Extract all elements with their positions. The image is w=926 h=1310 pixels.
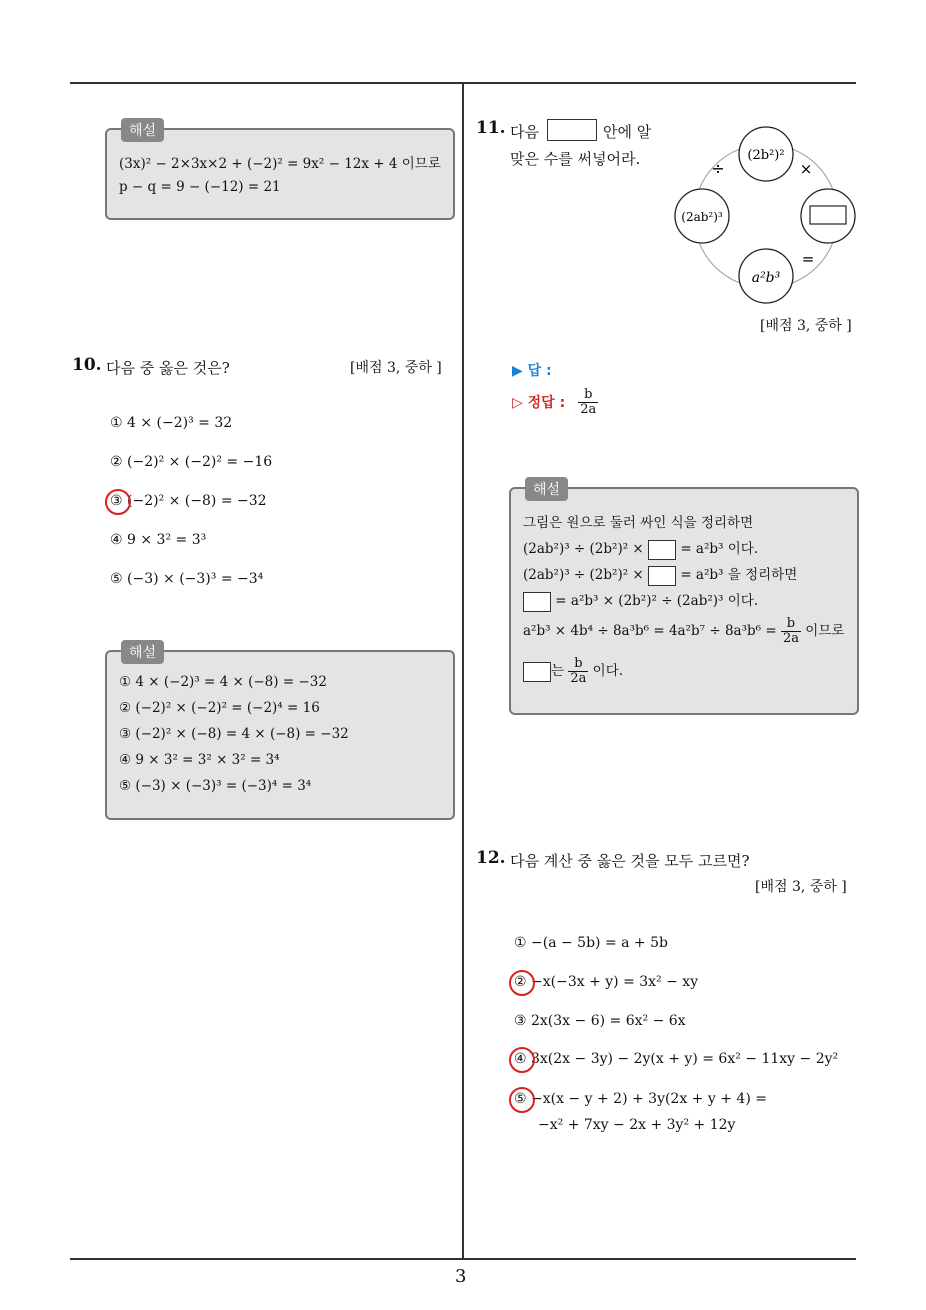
q10-solution-box — [105, 645, 455, 820]
solution-tag: 해설 — [525, 477, 568, 501]
answer-blank — [547, 119, 597, 141]
question-text: 다음 계산 중 옳은 것을 모두 고르면? — [510, 852, 750, 870]
page-number: 3 — [455, 1266, 467, 1287]
bottom-expr: a²b³ — [751, 270, 781, 286]
question-number: 10. — [72, 355, 102, 375]
question-number: 11. — [476, 118, 506, 138]
question-number: 12. — [476, 848, 506, 868]
choice-5[interactable]: ⑤ (−3) × (−3)³ = −3⁴ — [110, 571, 264, 587]
solution-line: a²b³ × 4b⁴ ÷ 8a³b⁶ = 4a²b⁷ ÷ 8a³b⁶ = $\frac{b}{2a}$ 이므로 — [523, 616, 845, 646]
divide-sign: ÷ — [711, 159, 725, 178]
q11-solution-box — [509, 482, 859, 715]
solution-line: (2ab²)³ ÷ (2b²)² × = a²b³ 을 정리하면 — [523, 563, 797, 586]
solution-tag: 해설 — [121, 640, 164, 664]
correct-label: ▷ 정답 : — [512, 395, 566, 411]
bottom-rule — [70, 1258, 856, 1260]
answer-circle — [105, 489, 131, 515]
answer-circle — [509, 970, 535, 996]
question-text: 다음 중 옳은 것은? — [106, 359, 230, 377]
choice-3[interactable]: ③ (−2)² × (−8) = −32 — [110, 493, 267, 509]
equals-sign: = — [801, 250, 815, 268]
solution-line: ② (−2)² × (−2)² = (−2)⁴ = 16 — [119, 700, 320, 716]
column-divider — [462, 84, 464, 1260]
top-expr: (2b²)² — [747, 148, 785, 163]
choice-5[interactable]: ⑤ −x(x − y + 2) + 3y(2x + y + 4) = — [514, 1091, 767, 1107]
solution-line: 그림은 원으로 둘러 싸인 식을 정리하면 — [523, 515, 754, 531]
solution-line: ③ (−2)² × (−8) = 4 × (−8) = −32 — [119, 726, 349, 742]
solution-line: 는 $\frac{b}{2a}$ 이다. — [523, 657, 623, 686]
multiply-sign: × — [799, 160, 813, 178]
solution-line: p − q = 9 − (−12) = 21 — [119, 179, 281, 195]
choice-4[interactable]: ④ 3x(2x − 3y) − 2y(x + y) = 6x² − 11xy − 2y² — [514, 1051, 839, 1067]
question-text-c: 맞은 수를 써넣어라. — [510, 150, 641, 168]
question-text-a: 다음 — [510, 123, 539, 141]
answer-circle — [509, 1087, 535, 1113]
choice-1[interactable]: ① 4 × (−2)³ = 32 — [110, 415, 233, 431]
choice-1[interactable]: ① −(a − 5b) = a + 5b — [514, 935, 668, 951]
solution-line: (2ab²)³ ÷ (2b²)² × = a²b³ 이다. — [523, 537, 758, 560]
choice-5-continued: −x² + 7xy − 2x + 3y² + 12y — [538, 1117, 736, 1133]
question-meta: [배점 3, 중하 ] — [350, 360, 442, 376]
blank-box — [810, 206, 846, 224]
solution-line: (3x)² − 2×3x×2 + (−2)² = 9x² − 12x + 4 이므로 — [119, 156, 441, 172]
question-meta: [배점 3, 중하 ] — [755, 879, 847, 895]
circle-diagram — [668, 122, 860, 304]
choice-3[interactable]: ③ 2x(3x − 6) = 6x² − 6x — [514, 1013, 686, 1029]
choice-2[interactable]: ② −x(−3x + y) = 3x² − xy — [514, 974, 699, 990]
question-meta: [배점 3, 중하 ] — [760, 318, 852, 334]
solution-line: ① 4 × (−2)³ = 4 × (−8) = −32 — [119, 674, 327, 690]
question-text-b: 안에 알 — [603, 123, 652, 141]
correct-fraction: $\frac{b}{2a}$ — [580, 387, 597, 417]
solution-line: ⑤ (−3) × (−3)³ = (−3)⁴ = 3⁴ — [119, 778, 312, 794]
prev-solution-box — [105, 123, 455, 220]
solution-line: ④ 9 × 3² = 3² × 3² = 3⁴ — [119, 752, 280, 768]
left-expr: (2ab²)³ — [681, 210, 723, 224]
answer-circle — [509, 1047, 535, 1073]
answer-label: ▶ 답 : — [512, 363, 552, 379]
choice-4[interactable]: ④ 9 × 3² = 3³ — [110, 532, 207, 548]
solution-tag: 해설 — [121, 118, 164, 142]
solution-line: = a²b³ × (2b²)² ÷ (2ab²)³ 이다. — [523, 589, 758, 612]
choice-2[interactable]: ② (−2)² × (−2)² = −16 — [110, 454, 273, 470]
correct-answer-row — [512, 388, 598, 417]
